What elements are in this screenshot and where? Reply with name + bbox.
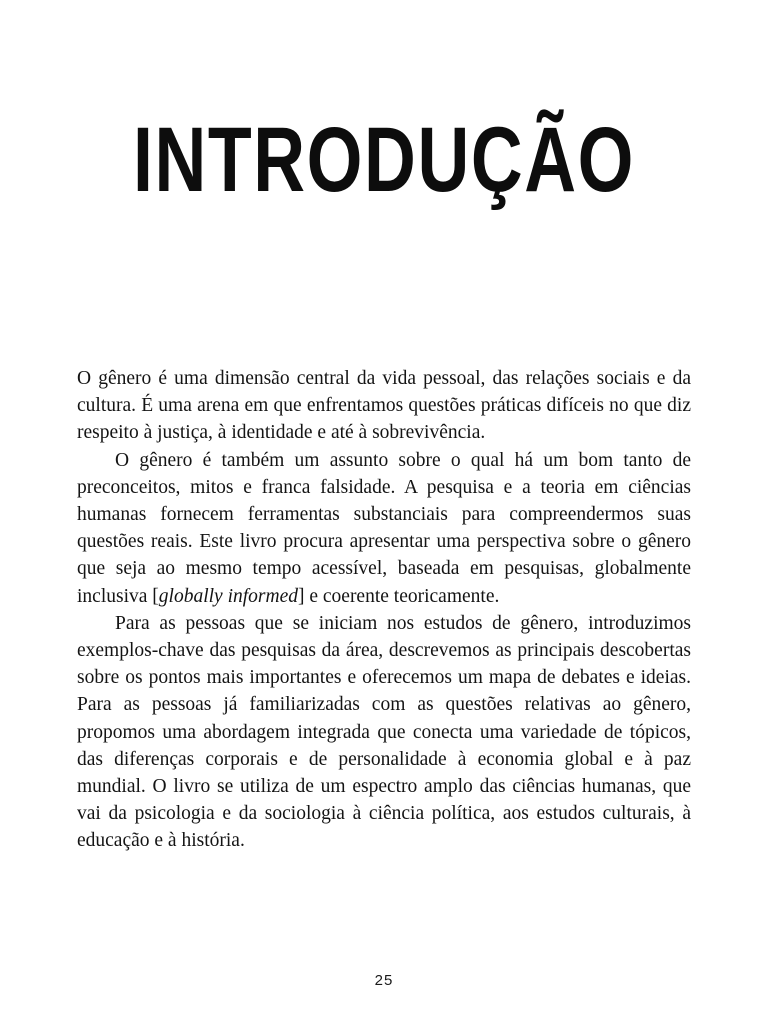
paragraph-2-text: O gênero é também um assunto sobre o qual há um bom tanto de preconceitos, mitos e franca falsidade. A pesquisa e a teoria em ciências humanas fornecem ferramentas substanciais para compreendermos suas questões reais. Este livro procura apresentar uma perspectiva sobre o gênero que seja ao mesmo tempo acessível, baseada em pesquisas, globalmente inclusiva [ [77,449,691,607]
page-number: 25 [374,972,394,989]
paragraph-1: O gênero é uma dimensão central da vida pessoal, das relações sociais e da cultura. É uma arena em que enfrentamos questões práticas difíceis no que diz respeito à justiça, à identidade e até à sobrevivência. [77,368,691,444]
paragraph-3: Para as pessoas que se iniciam nos estudos de gênero, introduzimos exemplos-chave das pesquisas da área, descrevemos as principais descobertas sobre os pontos mais importantes e oferecemos um mapa de debates e ideias. Para as pessoas já familiarizadas com as questões relativas ao gênero, propomos uma abordagem integrada que conecta uma variedade de tópicos, das diferenças corporais e de personalidade à economia global e à paz mundial. O livro se utiliza de um espectro amplo das ciências humanas, que vai da psicologia e da sociologia à ciência política, aos estudos culturais, à educação e à história. [77,612,691,852]
paragraph-2 [77,447,691,610]
paragraph-2-italic: globally informed [158,585,298,607]
chapter-title: INTRODUÇÃO [133,108,635,211]
paragraph-2-end: ] e coerente teoricamente. [297,585,500,607]
body-text [77,365,691,855]
